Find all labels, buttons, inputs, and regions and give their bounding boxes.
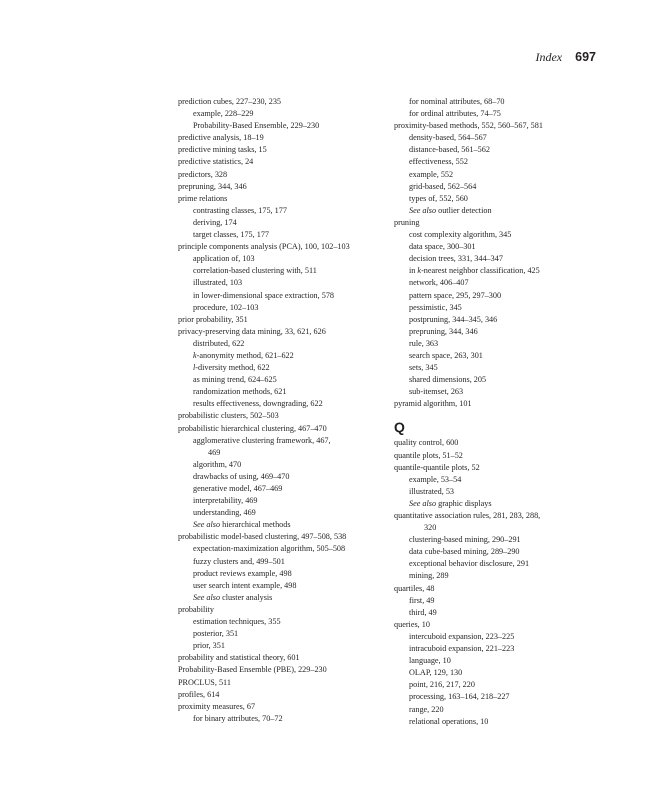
entry-text: Probability-Based Ensemble (PBE), 229–230 bbox=[178, 665, 327, 675]
index-entry bbox=[394, 398, 604, 410]
index-subentry bbox=[394, 205, 604, 217]
entry-text: deriving, 174 bbox=[193, 217, 237, 227]
entry-text: cluster analysis bbox=[220, 592, 273, 602]
index-subentry bbox=[178, 616, 383, 628]
index-subentry bbox=[394, 655, 604, 667]
entry-text: pattern space, 295, 297–300 bbox=[409, 290, 502, 300]
entry-text: prepruning, 344, 346 bbox=[178, 181, 247, 191]
entry-italic: k bbox=[193, 350, 197, 360]
entry-text: 320 bbox=[424, 523, 437, 533]
entry-text: quality control, 600 bbox=[394, 438, 459, 448]
index-subentry bbox=[178, 713, 383, 725]
entry-text: quartiles, 48 bbox=[394, 583, 435, 593]
entry-text: illustrated, 53 bbox=[409, 486, 455, 496]
index-subentry bbox=[394, 522, 604, 534]
index-entry bbox=[178, 326, 383, 338]
index-subentry bbox=[394, 241, 604, 253]
index-subentry bbox=[178, 265, 383, 277]
index-entry bbox=[394, 120, 604, 132]
entry-text: postpruning, 344–345, 346 bbox=[409, 314, 498, 324]
entry-text: queries, 10 bbox=[394, 619, 430, 629]
index-subentry bbox=[394, 498, 604, 510]
entry-text: -anonymity method, 621–622 bbox=[196, 350, 294, 360]
index-entry bbox=[178, 314, 383, 326]
index-subentry bbox=[178, 568, 383, 580]
entry-text: decision trees, 331, 344–347 bbox=[409, 254, 503, 264]
entry-text: prepruning, 344, 346 bbox=[409, 326, 478, 336]
entry-text: -diversity method, 622 bbox=[195, 363, 270, 373]
index-entry bbox=[178, 96, 383, 108]
index-subentry bbox=[394, 374, 604, 386]
index-subentry bbox=[394, 595, 604, 607]
index-subentry bbox=[178, 507, 383, 519]
entry-italic: See also bbox=[193, 520, 221, 530]
entry-text: shared dimensions, 205 bbox=[409, 375, 487, 385]
index-entry bbox=[178, 701, 383, 713]
index-entry bbox=[178, 664, 383, 676]
entry-text: profiles, 614 bbox=[178, 689, 220, 699]
entry-text: Probability-Based Ensemble, 229–230 bbox=[193, 121, 320, 131]
index-subentry bbox=[178, 362, 383, 374]
index-entry bbox=[394, 437, 604, 449]
entry-text: prior probability, 351 bbox=[178, 314, 248, 324]
entry-text: probabilistic clusters, 502–503 bbox=[178, 411, 279, 421]
entry-text: results effectiveness, downgrading, 622 bbox=[193, 399, 323, 409]
entry-italic: k bbox=[417, 266, 422, 276]
index-subentry bbox=[178, 302, 383, 314]
entry-text: 469 bbox=[208, 447, 221, 457]
entry-text: mining, 289 bbox=[409, 571, 449, 581]
entry-text: for nominal attributes, 68–70 bbox=[409, 97, 505, 106]
index-subentry bbox=[394, 607, 604, 619]
index-subentry bbox=[178, 519, 383, 531]
entry-text: sets, 345 bbox=[409, 363, 438, 373]
index-subentry bbox=[394, 631, 604, 643]
index-subentry bbox=[178, 374, 383, 386]
index-subentry bbox=[394, 667, 604, 679]
entry-prefix: in bbox=[409, 266, 418, 276]
index-subentry bbox=[394, 314, 604, 326]
index-subentry bbox=[178, 277, 383, 289]
index-subentry bbox=[178, 253, 383, 265]
entry-text: contrasting classes, 175, 177 bbox=[193, 205, 287, 215]
index-subentry bbox=[178, 471, 383, 483]
entry-text: data cube-based mining, 289–290 bbox=[409, 547, 520, 557]
entry-text: -nearest neighbor classification, 425 bbox=[421, 266, 540, 276]
index-entry bbox=[394, 450, 604, 462]
entry-text: cost complexity algorithm, 345 bbox=[409, 230, 512, 240]
index-subentry bbox=[394, 350, 604, 362]
index-subentry bbox=[178, 640, 383, 652]
entry-text: grid-based, 562–564 bbox=[409, 181, 477, 191]
index-entry bbox=[394, 583, 604, 595]
index-entry bbox=[178, 156, 383, 168]
index-entry bbox=[178, 144, 383, 156]
entry-text: probabilistic model-based clustering, 497–508, 538 bbox=[178, 532, 347, 542]
entry-text: predictive statistics, 24 bbox=[178, 157, 254, 167]
index-column-left bbox=[178, 96, 383, 725]
index-subentry bbox=[178, 495, 383, 507]
index-subentry bbox=[394, 486, 604, 498]
entry-text: pruning bbox=[394, 217, 420, 227]
index-subentry bbox=[394, 716, 604, 728]
entry-text: processing, 163–164, 218–227 bbox=[409, 692, 510, 702]
entry-text: hierarchical methods bbox=[220, 520, 291, 530]
page-number: 697 bbox=[575, 50, 596, 64]
index-entry bbox=[178, 181, 383, 193]
index-subentry bbox=[394, 302, 604, 314]
index-subentry bbox=[178, 628, 383, 640]
entry-text: proximity-based methods, 552, 560–567, 581 bbox=[394, 121, 543, 131]
entry-text: language, 10 bbox=[409, 656, 451, 666]
entry-text: generative model, 467–469 bbox=[193, 484, 283, 493]
entry-text: rule, 363 bbox=[409, 338, 439, 348]
index-column-right bbox=[394, 96, 604, 728]
entry-text: product reviews example, 498 bbox=[193, 568, 292, 578]
entry-text: pyramid algorithm, 101 bbox=[394, 399, 472, 409]
index-subentry bbox=[178, 435, 383, 447]
index-subentry bbox=[178, 338, 383, 350]
index-subentry bbox=[394, 534, 604, 546]
entry-text: clustering-based mining, 290–291 bbox=[409, 535, 521, 545]
index-subentry bbox=[178, 217, 383, 229]
index-subentry bbox=[394, 229, 604, 241]
entry-text: first, 49 bbox=[409, 595, 435, 605]
entry-text: illustrated, 103 bbox=[193, 278, 243, 288]
entry-text: drawbacks of using, 469–470 bbox=[193, 471, 290, 481]
entry-text: interpretability, 469 bbox=[193, 496, 258, 506]
entry-text: principle components analysis (PCA), 100, 102–103 bbox=[178, 242, 350, 252]
entry-text: distance-based, 561–562 bbox=[409, 145, 490, 155]
entry-text: algorithm, 470 bbox=[193, 459, 242, 469]
entry-text: PROCLUS, 511 bbox=[178, 677, 231, 687]
index-subentry bbox=[394, 338, 604, 350]
index-subentry bbox=[394, 169, 604, 181]
index-subentry bbox=[394, 679, 604, 691]
entry-text: correlation-based clustering with, 511 bbox=[193, 266, 317, 276]
entry-text: quantile plots, 51–52 bbox=[394, 450, 463, 460]
index-subentry bbox=[394, 691, 604, 703]
entry-text: exceptional behavior disclosure, 291 bbox=[409, 559, 530, 569]
index-subentry bbox=[178, 290, 383, 302]
entry-text: example, 552 bbox=[409, 169, 454, 179]
entry-text: graphic displays bbox=[436, 498, 492, 508]
entry-text: quantitative association rules, 281, 283, 288, bbox=[394, 511, 541, 520]
index-entry bbox=[178, 423, 383, 435]
entry-text: density-based, 564–567 bbox=[409, 133, 487, 143]
entry-text: expectation-maximization algorithm, 505–508 bbox=[193, 544, 346, 554]
entry-text: predictive mining tasks, 15 bbox=[178, 145, 267, 155]
entry-text: example, 228–229 bbox=[193, 109, 254, 119]
index-subentry bbox=[178, 459, 383, 471]
entry-text: prior, 351 bbox=[193, 641, 225, 651]
index-subentry bbox=[178, 556, 383, 568]
index-subentry bbox=[178, 108, 383, 120]
index-subentry bbox=[394, 290, 604, 302]
entry-italic: See also bbox=[409, 498, 437, 508]
entry-italic: See also bbox=[193, 592, 221, 602]
index-subentry bbox=[394, 108, 604, 120]
index-subentry bbox=[178, 447, 383, 459]
index-subentry bbox=[394, 193, 604, 205]
index-subentry bbox=[394, 277, 604, 289]
entry-text: fuzzy clusters and, 499–501 bbox=[193, 556, 285, 566]
entry-text: intercuboid expansion, 223–225 bbox=[409, 631, 515, 641]
entry-text: third, 49 bbox=[409, 607, 437, 617]
entry-text: privacy-preserving data mining, 33, 621, 626 bbox=[178, 326, 326, 336]
entry-text: example, 53–54 bbox=[409, 474, 462, 484]
entry-text: range, 220 bbox=[409, 704, 444, 714]
index-subentry bbox=[394, 181, 604, 193]
index-subentry bbox=[394, 704, 604, 716]
index-subentry bbox=[394, 96, 604, 108]
entry-text: relational operations, 10 bbox=[409, 716, 489, 726]
entry-italic: l bbox=[193, 363, 196, 373]
index-entry bbox=[178, 132, 383, 144]
index-subentry bbox=[178, 386, 383, 398]
index-entry bbox=[394, 510, 604, 522]
entry-text: procedure, 102–103 bbox=[193, 302, 259, 312]
index-subentry bbox=[394, 570, 604, 582]
index-subentry bbox=[178, 543, 383, 555]
running-header bbox=[535, 50, 596, 65]
index-subentry bbox=[178, 350, 383, 362]
entry-text: network, 406–407 bbox=[409, 278, 469, 288]
index-subentry bbox=[394, 156, 604, 168]
entry-text: for binary attributes, 70–72 bbox=[193, 713, 283, 723]
index-subentry bbox=[178, 580, 383, 592]
entry-text: point, 216, 217, 220 bbox=[409, 680, 475, 690]
entry-text: estimation techniques, 355 bbox=[193, 617, 281, 627]
entry-text: agglomerative clustering framework, 467, bbox=[193, 435, 331, 445]
index-subentry bbox=[394, 546, 604, 558]
index-entry bbox=[178, 677, 383, 689]
index-entry bbox=[178, 193, 383, 205]
entry-text: user search intent example, 498 bbox=[193, 580, 297, 590]
index-subentry bbox=[178, 229, 383, 241]
index-subentry bbox=[394, 144, 604, 156]
index-entry bbox=[178, 410, 383, 422]
entry-text: intracuboid expansion, 221–223 bbox=[409, 644, 515, 654]
index-entry bbox=[178, 652, 383, 664]
entry-text: application of, 103 bbox=[193, 254, 255, 264]
entry-text: quantile-quantile plots, 52 bbox=[394, 462, 480, 472]
entry-text: probability and statistical theory, 601 bbox=[178, 653, 300, 663]
index-entry bbox=[178, 604, 383, 616]
entry-text: target classes, 175, 177 bbox=[193, 230, 270, 240]
index-subentry bbox=[394, 474, 604, 486]
entry-text: OLAP, 129, 130 bbox=[409, 668, 463, 678]
entry-text: in lower-dimensional space extraction, 578 bbox=[193, 290, 335, 300]
index-subentry bbox=[394, 362, 604, 374]
index-subentry bbox=[178, 483, 383, 495]
entry-text: prime relations bbox=[178, 193, 228, 203]
index-subentry bbox=[178, 205, 383, 217]
index-entry bbox=[178, 531, 383, 543]
index-subentry bbox=[394, 265, 604, 277]
entry-text: as mining trend, 624–625 bbox=[193, 375, 277, 385]
index-entry bbox=[394, 217, 604, 229]
index-subentry bbox=[394, 253, 604, 265]
entry-text: outlier detection bbox=[436, 205, 492, 215]
entry-text: pessimistic, 345 bbox=[409, 302, 462, 312]
entry-text: search space, 263, 301 bbox=[409, 350, 483, 360]
entry-text: types of, 552, 560 bbox=[409, 193, 468, 203]
entry-text: predictive analysis, 18–19 bbox=[178, 133, 264, 143]
index-entry bbox=[394, 619, 604, 631]
entry-text: predictors, 328 bbox=[178, 169, 228, 179]
index-entry bbox=[394, 462, 604, 474]
entry-text: for ordinal attributes, 74–75 bbox=[409, 109, 501, 119]
entry-text: sub-itemset, 263 bbox=[409, 387, 464, 397]
index-subentry bbox=[394, 326, 604, 338]
entry-text: distributed, 622 bbox=[193, 338, 245, 348]
index-subentry bbox=[178, 120, 383, 132]
index-entry bbox=[178, 169, 383, 181]
index-section-letter: Q bbox=[394, 419, 405, 436]
index-subentry bbox=[394, 643, 604, 655]
entry-text: proximity measures, 67 bbox=[178, 701, 256, 711]
section-title: Index bbox=[535, 50, 563, 64]
entry-text: effectiveness, 552 bbox=[409, 157, 468, 167]
entry-text: randomization methods, 621 bbox=[193, 387, 287, 397]
entry-text: understanding, 469 bbox=[193, 508, 256, 518]
index-subentry bbox=[394, 386, 604, 398]
entry-italic: See also bbox=[409, 205, 437, 215]
index-subentry bbox=[394, 558, 604, 570]
index-subentry bbox=[178, 592, 383, 604]
entry-text: probability bbox=[178, 604, 214, 614]
entry-text: posterior, 351 bbox=[193, 629, 239, 639]
index-entry bbox=[178, 689, 383, 701]
index-subentry bbox=[394, 132, 604, 144]
index-entry bbox=[178, 241, 383, 253]
entry-text: prediction cubes, 227–230, 235 bbox=[178, 97, 282, 106]
entry-text: data space, 300–301 bbox=[409, 242, 476, 252]
index-subentry bbox=[178, 398, 383, 410]
entry-text: probabilistic hierarchical clustering, 467–470 bbox=[178, 423, 327, 433]
